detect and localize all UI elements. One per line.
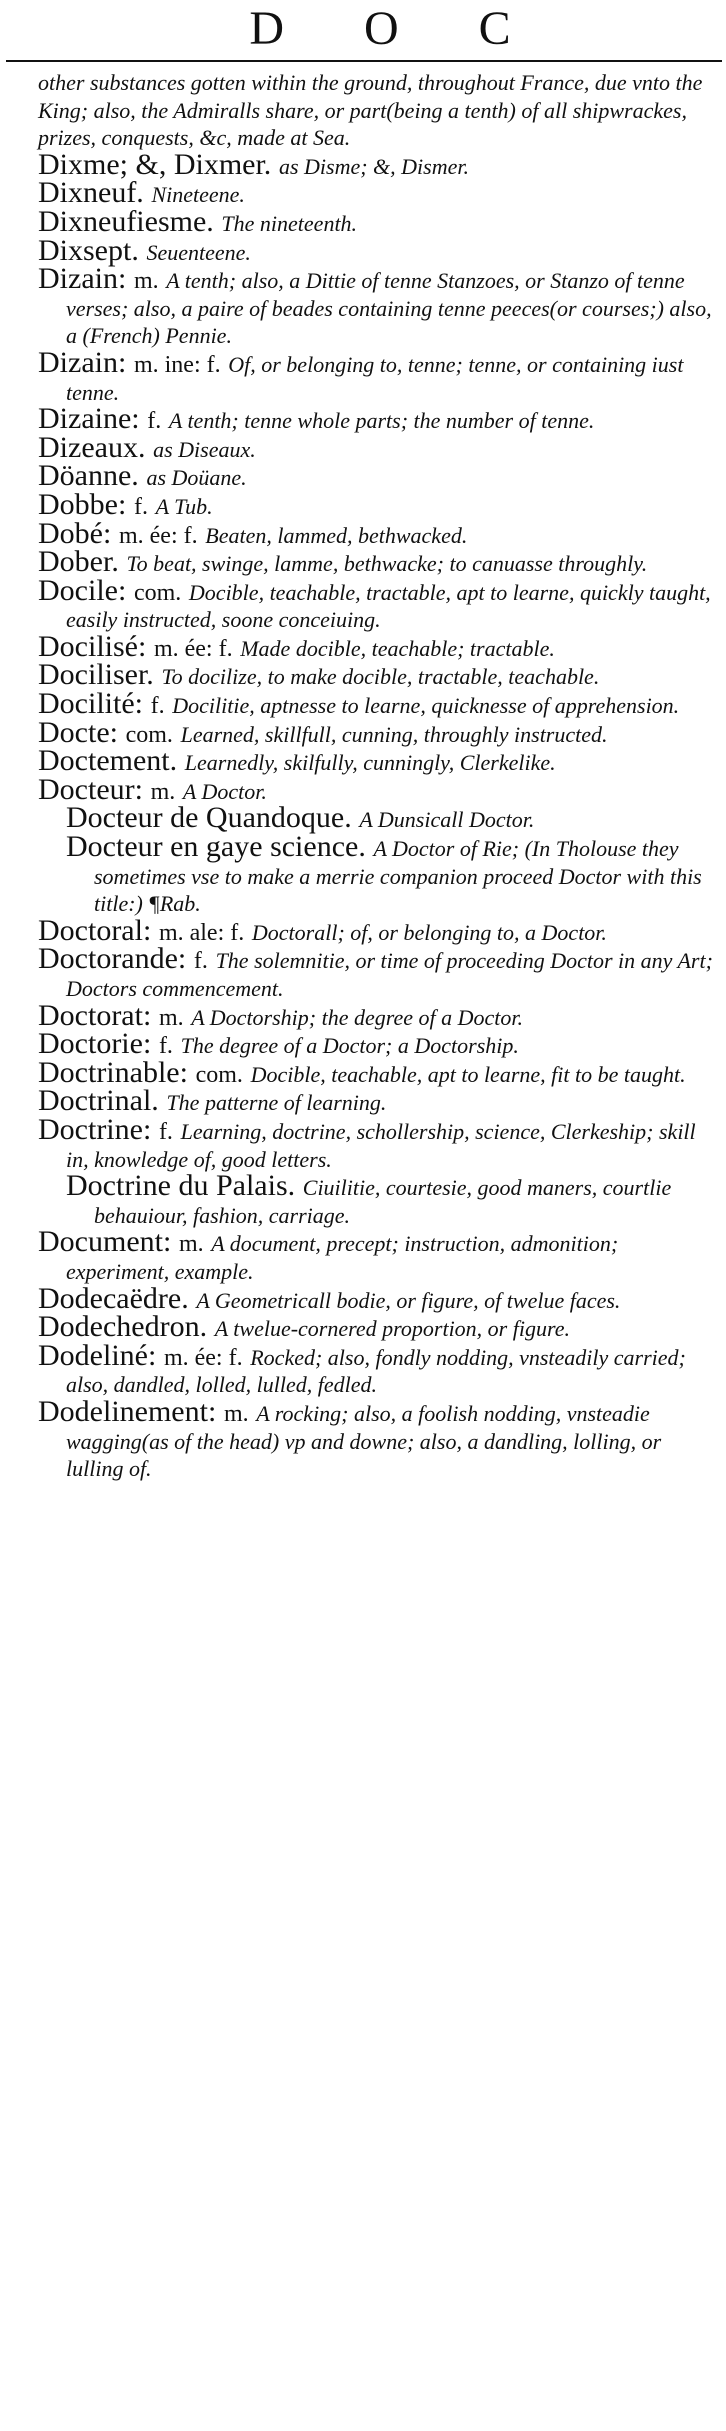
entry-list bbox=[38, 68, 722, 1483]
entry-headword: Doctrinal. bbox=[38, 1084, 159, 1118]
entry-headword: Dizaine: bbox=[38, 402, 140, 436]
entry-grammar: m. bbox=[133, 268, 159, 295]
entry-headword: Docile: bbox=[38, 573, 127, 607]
entry-grammar: m. ée: f. bbox=[153, 635, 233, 662]
entry-grammar: m. bbox=[158, 1004, 184, 1031]
entry-headword: Dixneuf. bbox=[38, 176, 144, 210]
dictionary-entry bbox=[38, 1394, 722, 1483]
entry-headword: Doctorande: bbox=[38, 942, 187, 976]
page-title: D O C bbox=[249, 2, 545, 55]
dictionary-entry bbox=[38, 942, 722, 1002]
entry-definition: The solemnitie, or time of proceeding Doctor in any Art; Doctors commencement. bbox=[66, 948, 713, 1001]
entry-definition: Of, or belonging to, tenne; tenne, or containing iust tenne. bbox=[66, 351, 684, 405]
dictionary-entry bbox=[38, 516, 722, 550]
entry-headword: Dober. bbox=[38, 545, 119, 579]
entry-grammar: f. bbox=[158, 1033, 173, 1060]
entry-grammar: f. bbox=[158, 1118, 173, 1145]
entry-headword: Dixneufiesme. bbox=[38, 204, 214, 238]
dictionary-entry bbox=[38, 459, 722, 493]
entry-headword: Dixme; &, Dixmer. bbox=[38, 147, 272, 181]
entry-definition: The degree of a Doctor; a Doctorship. bbox=[180, 1033, 519, 1059]
entry-headword: Docilisé: bbox=[38, 629, 147, 663]
header-rule bbox=[6, 60, 722, 62]
entry-grammar: m. ale: f. bbox=[158, 919, 245, 946]
entry-grammar: f. bbox=[193, 948, 208, 975]
entry-definition: A rocking; also, a foolish nodding, vnsteadie wagging(as of the head) vp and downe; also, a dandling, lolling, or lulling of. bbox=[66, 1400, 662, 1482]
entry-headword: Dobé: bbox=[38, 516, 112, 550]
dictionary-entry bbox=[38, 430, 722, 464]
entry-headword: Doctrinable: bbox=[38, 1055, 188, 1089]
dictionary-entry bbox=[38, 1225, 722, 1285]
entry-headword: Docte: bbox=[38, 715, 118, 749]
entry-definition: Ciuilitie, courtesie, good maners, courtlie behauiour, fashion, carriage. bbox=[94, 1175, 672, 1228]
entry-grammar: com. bbox=[133, 579, 182, 606]
dictionary-entry bbox=[66, 1169, 722, 1229]
entry-definition: Rocked; also, fondly nodding, vnsteadily carried; also, dandled, lolled, lulled, fedled. bbox=[66, 1344, 686, 1398]
entry-definition: A tenth; tenne whole parts; the number of tenne. bbox=[168, 408, 595, 434]
entry-definition: A twelue-cornered proportion, or figure. bbox=[214, 1316, 570, 1342]
entry-definition: Made docible, teachable; tractable. bbox=[240, 635, 555, 661]
entry-headword: Doctorat: bbox=[38, 998, 152, 1032]
entry-grammar: m. bbox=[178, 1231, 204, 1258]
entry-definition: The patterne of learning. bbox=[166, 1090, 387, 1116]
entry-grammar: com. bbox=[125, 721, 173, 748]
entry-definition: A Dunsicall Doctor. bbox=[359, 807, 535, 833]
entry-headword: Doctoral: bbox=[38, 913, 152, 947]
entry-definition: as Diseaux. bbox=[153, 436, 256, 462]
entry-headword: Dizain: bbox=[38, 345, 127, 379]
entry-definition: as Doüane. bbox=[146, 465, 247, 491]
entry-headword: Doctorie: bbox=[38, 1027, 152, 1061]
entry-definition: Learning, doctrine, schollership, science, Clerkeship; skill in, knowledge of, good letters. bbox=[66, 1118, 696, 1172]
entry-definition: as Disme; &, Dismer. bbox=[278, 153, 470, 179]
entry-headword: Docteur de Quandoque. bbox=[66, 801, 352, 835]
entry-grammar: f. bbox=[150, 693, 165, 720]
entry-definition: Nineteene. bbox=[151, 182, 245, 208]
entry-definition: Doctorall; of, or belonging to, a Doctor. bbox=[251, 919, 607, 945]
entry-definition: A Tub. bbox=[155, 493, 213, 519]
entry-headword: Docteur en gaye science. bbox=[66, 830, 366, 864]
entry-headword: Doctrine: bbox=[38, 1112, 152, 1146]
dictionary-entry bbox=[38, 687, 722, 721]
entry-headword: Doctrine du Palais. bbox=[66, 1169, 296, 1203]
entry-headword: Dodechedron. bbox=[38, 1310, 208, 1344]
entry-definition: A tenth; also, a Dittie of tenne Stanzoes, or Stanzo of tenne verses; also, a paire of beades containing tenne peeces(or courses;) also, a (French) Pennie. bbox=[66, 268, 712, 349]
entry-definition: A Doctor. bbox=[182, 778, 267, 804]
entry-definition: Learnedly, skilfully, cunningly, Clerkelike. bbox=[184, 750, 556, 776]
entry-grammar: com. bbox=[195, 1061, 243, 1088]
dictionary-entry bbox=[38, 545, 722, 579]
entry-definition: Learned, skillfull, cunning, throughly instructed. bbox=[180, 721, 608, 747]
entry-grammar: m. ée: f. bbox=[118, 522, 198, 549]
entry-headword: Dodelinement: bbox=[38, 1394, 217, 1428]
entry-definition: Beaten, lammed, bethwacked. bbox=[205, 522, 468, 548]
entry-definition: The nineteenth. bbox=[221, 210, 358, 236]
entry-grammar: m. bbox=[150, 778, 176, 805]
entry-definition: Docible, teachable, tractable, apt to learne, quickly taught, easily instructed, soone conceiuing. bbox=[66, 579, 711, 633]
entry-grammar: f. bbox=[147, 408, 162, 435]
entry-definition: To docilize, to make docible, tractable, teachable. bbox=[161, 664, 600, 690]
entry-headword: Dodecaëdre. bbox=[38, 1281, 189, 1315]
entry-headword: Dizain: bbox=[38, 262, 127, 296]
dictionary-entry bbox=[38, 573, 722, 634]
entry-headword: Docilité: bbox=[38, 687, 143, 721]
entry-headword: Docteur: bbox=[38, 772, 143, 806]
entry-headword: Document: bbox=[38, 1225, 172, 1259]
dictionary-entry bbox=[38, 345, 722, 406]
dictionary-entry bbox=[38, 262, 722, 350]
entry-definition: Docilitie, aptnesse to learne, quicknesse of apprehension. bbox=[172, 693, 680, 719]
entry-grammar: f. bbox=[133, 493, 148, 520]
entry-definition: To beat, swinge, lamme, bethwacke; to canuasse throughly. bbox=[126, 551, 648, 577]
entry-definition: A document, precept; instruction, admonition; experiment, example. bbox=[66, 1231, 619, 1284]
dictionary-entry bbox=[38, 204, 722, 238]
dictionary-entry bbox=[38, 1112, 722, 1173]
entry-headword: Dizeaux. bbox=[38, 430, 146, 464]
entry-grammar: m. ine: f. bbox=[133, 351, 221, 378]
entry-headword: Dobbe: bbox=[38, 487, 127, 521]
entry-definition: Docible, teachable, apt to learne, fit to be taught. bbox=[250, 1061, 686, 1087]
entry-grammar: m. bbox=[223, 1400, 249, 1427]
entry-headword: Dociliser. bbox=[38, 658, 154, 692]
dictionary-entry bbox=[38, 487, 722, 521]
entry-headword: Doctement. bbox=[38, 744, 178, 778]
dictionary-entry bbox=[66, 830, 722, 918]
dictionary-entry bbox=[38, 68, 722, 152]
entry-definition: A Geometricall bodie, or figure, of twelue faces. bbox=[196, 1287, 621, 1313]
entry-definition: A Doctor of Rie; (In Tholouse they sometimes vse to make a merrie companion proceed Doctor with this title:) ¶Rab. bbox=[94, 836, 702, 917]
entry-definition: A Doctorship; the degree of a Doctor. bbox=[191, 1004, 524, 1030]
entry-headword: Dixsept. bbox=[38, 233, 139, 267]
entry-headword: Döanne. bbox=[38, 459, 139, 493]
entry-grammar: m. ée: f. bbox=[163, 1344, 243, 1371]
entry-headword: Dodeliné: bbox=[38, 1338, 157, 1372]
dictionary-entry bbox=[38, 233, 722, 267]
entry-definition: Seuenteene. bbox=[146, 239, 251, 265]
dictionary-entry bbox=[38, 1338, 722, 1399]
entry-definition: other substances gotten within the ground, throughout France, due vnto the King; also, the Admiralls share, or part(being a tenth) of all shipwrackes, prizes, conquests, &c, made at Sea. bbox=[38, 70, 703, 151]
